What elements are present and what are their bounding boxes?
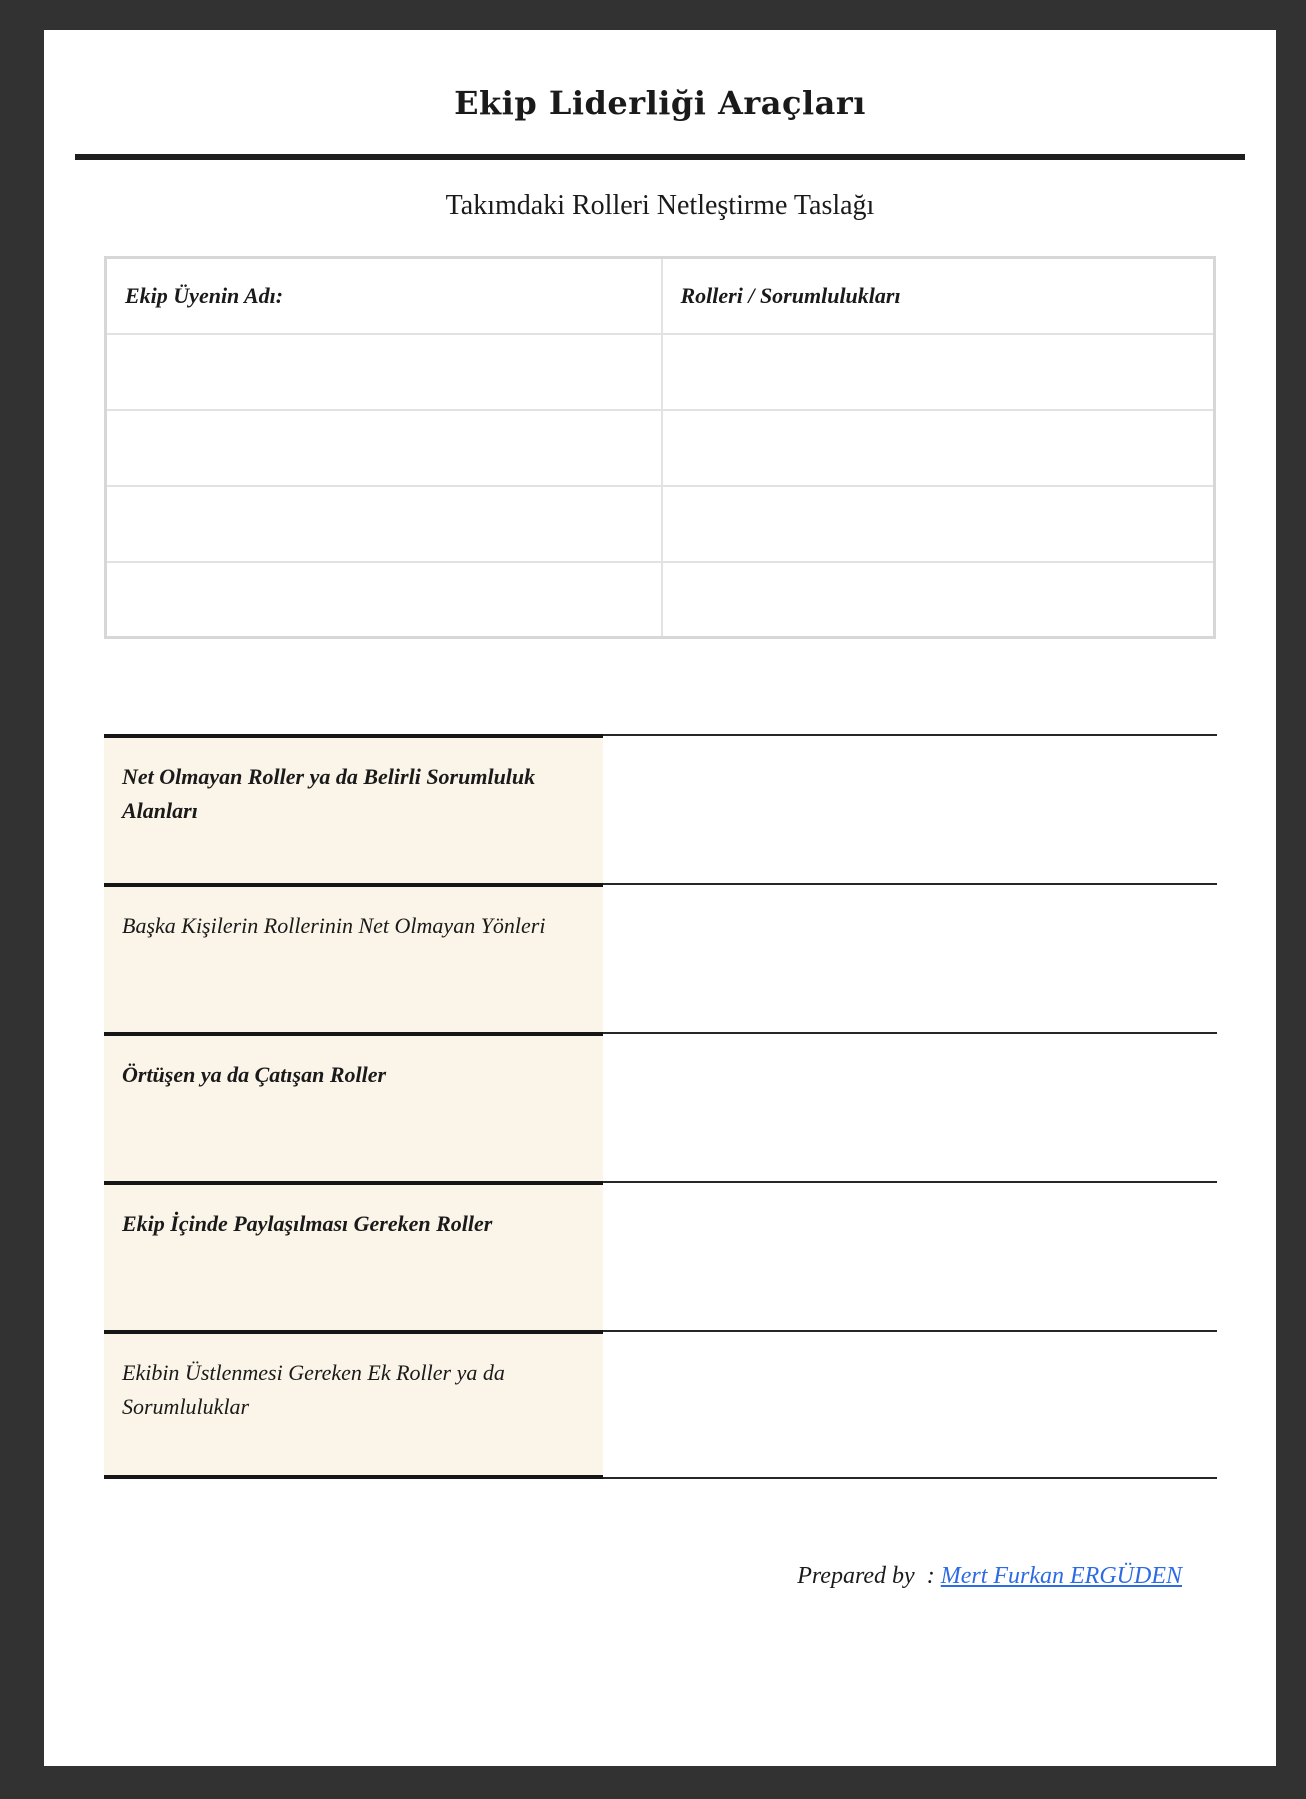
roles-table-row [106,410,1215,486]
clarification-value [603,1330,1217,1479]
clarification-row [104,1181,1217,1330]
clarification-row [104,734,1217,883]
clarification-row [104,1032,1217,1181]
prepared-by-line [44,1559,1276,1593]
clarification-value [603,1032,1217,1181]
page-title: Ekip Liderliği Araçları [454,84,866,122]
roles-table-cell [662,562,1215,638]
roles-table-header-name: Ekip Üyenin Adı: [106,258,662,334]
roles-table-cell [662,334,1215,410]
roles-table-cell [662,486,1215,562]
clarification-label: Başka Kişilerin Rollerinin Net Olmayan Yönleri [104,883,603,1032]
clarification-list [104,734,1217,1479]
roles-table-cell [106,486,662,562]
roles-table-row [106,486,1215,562]
clarification-row [104,1330,1217,1479]
clarification-value [603,1181,1217,1330]
roles-table-wrap [104,256,1216,639]
clarification-label: Ekibin Üstlenmesi Gereken Ek Roller ya da Sorumluluklar [104,1330,603,1479]
title-divider [75,154,1245,160]
document-page [44,30,1276,1766]
clarification-label: Örtüşen ya da Çatışan Roller [104,1032,603,1181]
roles-table-header-roles: Rolleri / Sorumlulukları [662,258,1215,334]
prepared-by-link[interactable]: Mert Furkan ERGÜDEN [940,1563,1182,1589]
clarification-label: Ekip İçinde Paylaşılması Gereken Roller [104,1181,603,1330]
clarification-value [603,883,1217,1032]
roles-table-body [106,334,1215,638]
prepared-by-label: Prepared by : [797,1563,941,1589]
clarification-value [603,734,1217,883]
roles-table-row [106,562,1215,638]
roles-table-cell [106,562,662,638]
clarification-label: Net Olmayan Roller ya da Belirli Sorumluluk Alanları [104,734,603,883]
roles-table-cell [106,334,662,410]
clarification-row [104,883,1217,1032]
roles-table-row [106,334,1215,410]
roles-table-cell [106,410,662,486]
roles-table [104,256,1216,639]
roles-table-header-row [106,258,1215,334]
page-subtitle: Takımdaki Rolleri Netleştirme Taslağı [445,190,875,221]
roles-table-cell [662,410,1215,486]
